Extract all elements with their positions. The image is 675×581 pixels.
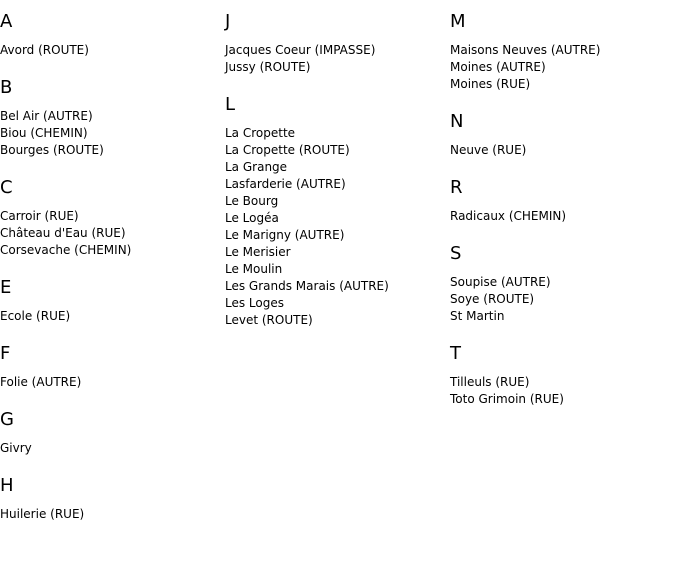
- street-list: [0, 308, 225, 325]
- letter-group: [0, 78, 225, 159]
- street-link[interactable]: Moines (RUE): [450, 77, 531, 91]
- street-link[interactable]: Moines (AUTRE): [450, 60, 546, 74]
- street-link[interactable]: Soye (ROUTE): [450, 292, 535, 306]
- street-link[interactable]: Les Grands Marais (AUTRE): [225, 279, 389, 293]
- letter-heading: E: [0, 277, 12, 298]
- letter-heading: C: [0, 177, 13, 198]
- street-link[interactable]: Levet (ROUTE): [225, 313, 313, 327]
- street-link[interactable]: Tilleuls (RUE): [450, 375, 530, 389]
- street-link[interactable]: Bourges (ROUTE): [0, 143, 104, 157]
- street-link[interactable]: Toto Grimoin (RUE): [450, 392, 564, 406]
- street-link[interactable]: Avord (ROUTE): [0, 43, 89, 57]
- index-column-3: [450, 12, 675, 427]
- street-list: [450, 42, 675, 93]
- street-list: [0, 42, 225, 59]
- street-link[interactable]: Jussy (ROUTE): [225, 60, 311, 74]
- letter-heading: A: [0, 11, 13, 32]
- street-link[interactable]: Corsevache (CHEMIN): [0, 243, 132, 257]
- letter-group: [225, 12, 450, 76]
- street-link[interactable]: Les Loges: [225, 296, 284, 310]
- street-link[interactable]: La Cropette (ROUTE): [225, 143, 350, 157]
- street-link[interactable]: Le Bourg: [225, 194, 279, 208]
- street-link[interactable]: Le Moulin: [225, 262, 283, 276]
- street-link[interactable]: Radicaux (CHEMIN): [450, 209, 567, 223]
- street-link[interactable]: Neuve (RUE): [450, 143, 527, 157]
- street-list: [225, 42, 450, 76]
- street-link[interactable]: Jacques Coeur (IMPASSE): [225, 43, 376, 57]
- street-link[interactable]: St Martin: [450, 309, 505, 323]
- street-link[interactable]: Le Logéa: [225, 211, 279, 225]
- street-list: [450, 142, 675, 159]
- street-list: [450, 374, 675, 408]
- street-list: [450, 274, 675, 325]
- street-list: [225, 125, 450, 329]
- letter-heading: R: [450, 177, 463, 198]
- index-column-2: [225, 12, 450, 348]
- letter-group: [450, 244, 675, 325]
- letter-heading: L: [225, 94, 236, 115]
- letter-group: [450, 12, 675, 93]
- letter-heading: F: [0, 343, 11, 364]
- street-link[interactable]: Le Marigny (AUTRE): [225, 228, 345, 242]
- letter-heading: B: [0, 77, 13, 98]
- street-link[interactable]: La Grange: [225, 160, 288, 174]
- letter-group: [450, 178, 675, 225]
- letter-heading: G: [0, 409, 14, 430]
- street-list: [0, 506, 225, 523]
- street-list: [0, 208, 225, 259]
- letter-heading: N: [450, 111, 464, 132]
- letter-group: [0, 12, 225, 59]
- letter-group: [0, 278, 225, 325]
- street-link[interactable]: La Cropette: [225, 126, 296, 140]
- letter-group: [0, 476, 225, 523]
- letter-group: [0, 410, 225, 457]
- letter-heading: M: [450, 11, 466, 32]
- street-link[interactable]: Carroir (RUE): [0, 209, 79, 223]
- street-list: [0, 108, 225, 159]
- street-link[interactable]: Givry: [0, 441, 32, 455]
- street-link[interactable]: Huilerie (RUE): [0, 507, 85, 521]
- street-link[interactable]: Biou (CHEMIN): [0, 126, 88, 140]
- letter-group: [0, 344, 225, 391]
- street-link[interactable]: Soupise (AUTRE): [450, 275, 551, 289]
- letter-group: [450, 112, 675, 159]
- index-column-1: [0, 12, 225, 542]
- street-link[interactable]: Château d'Eau (RUE): [0, 226, 126, 240]
- letter-heading: S: [450, 243, 462, 264]
- letter-heading: T: [450, 343, 461, 364]
- street-list: [450, 208, 675, 225]
- street-link[interactable]: Bel Air (AUTRE): [0, 109, 93, 123]
- letter-heading: J: [225, 11, 231, 32]
- letter-group: [450, 344, 675, 408]
- street-link[interactable]: Maisons Neuves (AUTRE): [450, 43, 601, 57]
- street-list: [0, 440, 225, 457]
- letter-heading: H: [0, 475, 14, 496]
- street-link[interactable]: Ecole (RUE): [0, 309, 71, 323]
- letter-group: [0, 178, 225, 259]
- letter-group: [225, 95, 450, 329]
- street-link[interactable]: Folie (AUTRE): [0, 375, 82, 389]
- street-link[interactable]: Lasfarderie (AUTRE): [225, 177, 346, 191]
- street-link[interactable]: Le Merisier: [225, 245, 291, 259]
- street-list: [0, 374, 225, 391]
